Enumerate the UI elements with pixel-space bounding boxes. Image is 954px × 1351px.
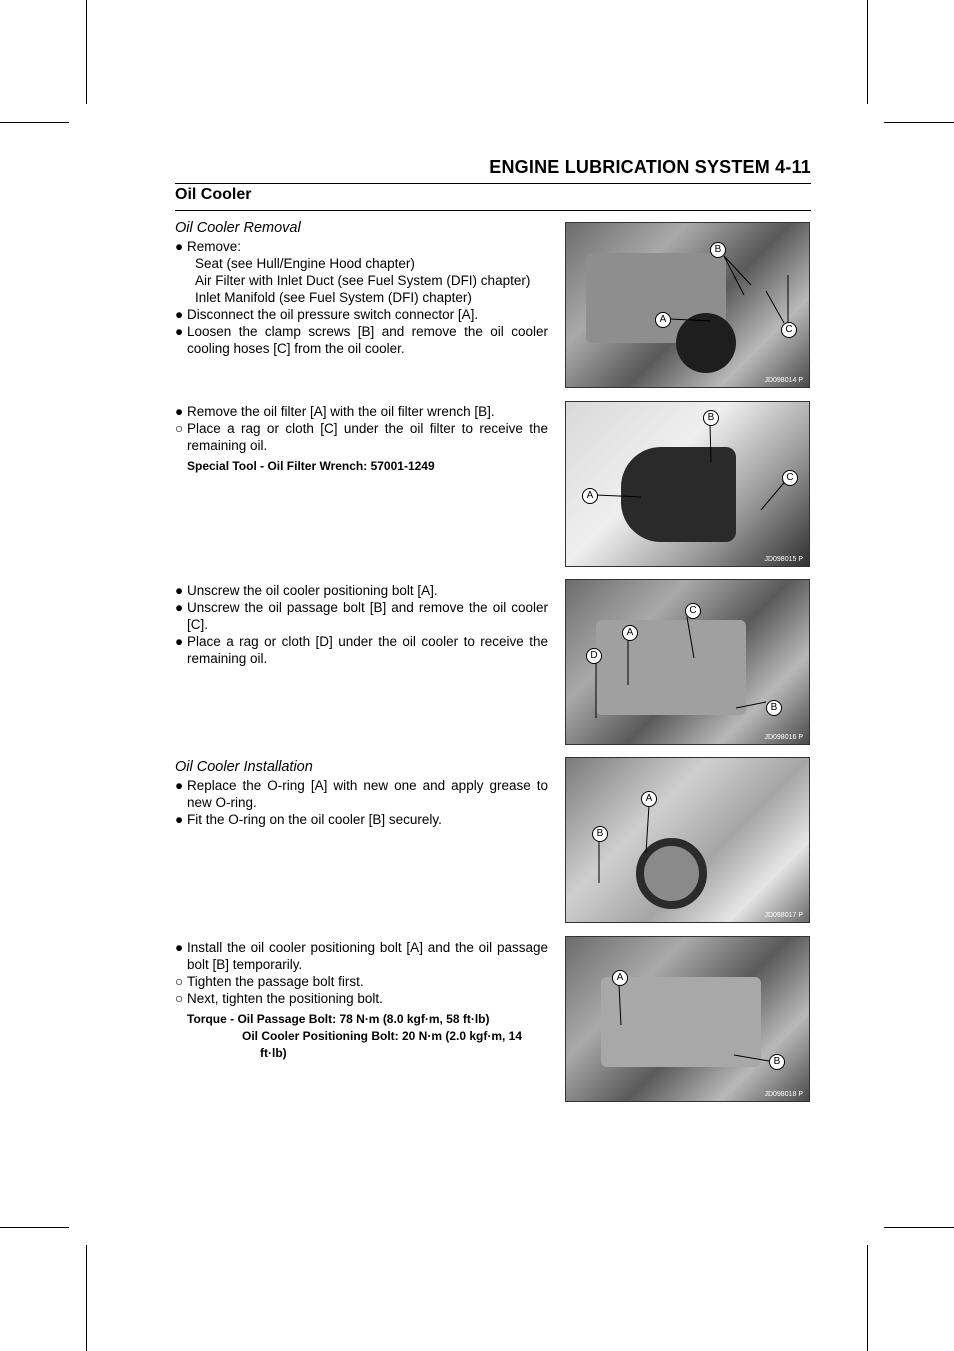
photo-code: JD098017 P	[764, 912, 803, 919]
leader-lines	[566, 402, 810, 567]
leader-lines	[566, 223, 810, 388]
photo-code: JD098015 P	[764, 556, 803, 563]
removal-block	[175, 220, 548, 357]
photo-oil-cooler-bolts	[565, 579, 810, 745]
unscrew-block	[175, 582, 548, 667]
callout-label: A	[582, 488, 598, 504]
callout-label: B	[710, 242, 726, 258]
photo-code: JD098016 P	[764, 734, 803, 741]
list-item: ● Remove:	[175, 239, 242, 254]
installation-block	[175, 759, 548, 828]
remove-item: Inlet Manifold (see Fuel System (DFI) chapter)	[195, 290, 472, 305]
photo-code: JD098014 P	[764, 377, 803, 384]
callout-label: B	[769, 1054, 785, 1070]
photo-install-bolts	[565, 936, 810, 1102]
callout-label: A	[655, 312, 671, 328]
page-header-title: ENGINE LUBRICATION SYSTEM 4-11	[489, 157, 811, 177]
installation-subtitle: Oil Cooler Installation	[175, 759, 313, 775]
callout-label: D	[586, 648, 602, 664]
torque-line: Oil Cooler Positioning Bolt: 20 N·m (2.0 kgf·m, 14	[242, 1029, 523, 1043]
crop-mark	[86, 0, 87, 104]
callout-label: A	[612, 970, 628, 986]
removal-subtitle: Oil Cooler Removal	[175, 220, 301, 236]
list-item: ● Install the oil cooler positioning bolt [A] and the oil passage bolt [B] temporarily.	[175, 940, 548, 972]
list-item: ● Replace the O-ring [A] with new one and apply grease to new O-ring.	[175, 778, 548, 810]
photo-o-ring	[565, 757, 810, 923]
section-title: Oil Cooler	[175, 186, 252, 203]
torque-spec	[175, 1011, 548, 1062]
photo-code: JD098018 P	[764, 1091, 803, 1098]
list-item: ● Place a rag or cloth [D] under the oil cooler to receive the remaining oil.	[175, 634, 548, 666]
list-item: ○ Place a rag or cloth [C] under the oil filter to receive the remaining oil.	[175, 421, 548, 453]
callout-label: B	[592, 826, 608, 842]
crop-mark	[867, 1245, 868, 1351]
filter-block	[175, 403, 548, 475]
list-item: ○ Tighten the passage bolt first.	[175, 974, 364, 989]
crop-mark	[86, 1245, 87, 1351]
header-rule	[175, 183, 811, 184]
list-item: ● Unscrew the oil cooler positioning bolt [A].	[175, 583, 438, 598]
remove-item: Air Filter with Inlet Duct (see Fuel System (DFI) chapter)	[195, 273, 531, 288]
crop-mark	[0, 1227, 69, 1228]
torque-line: Torque - Oil Passage Bolt: 78 N·m (8.0 kgf·m, 58 ft·lb)	[187, 1012, 490, 1026]
crop-mark	[884, 122, 954, 123]
callout-label: B	[766, 700, 782, 716]
callout-label: C	[781, 322, 797, 338]
crop-mark	[884, 1227, 954, 1228]
callout-label: A	[641, 791, 657, 807]
callout-label: C	[782, 470, 798, 486]
crop-mark	[867, 0, 868, 104]
section-rule	[175, 210, 811, 211]
photo-oil-cooler-removal	[565, 222, 810, 388]
list-item: ● Loosen the clamp screws [B] and remove the oil cooler cooling hoses [C] from the oil cooler.	[175, 324, 548, 356]
bolts-block	[175, 939, 548, 1062]
list-item: ● Fit the O-ring on the oil cooler [B] securely.	[175, 812, 442, 827]
list-item: ● Remove the oil filter [A] with the oil filter wrench [B].	[175, 404, 495, 419]
photo-oil-filter-removal	[565, 401, 810, 567]
remove-item: Seat (see Hull/Engine Hood chapter)	[195, 256, 415, 271]
list-item: ○ Next, tighten the positioning bolt.	[175, 991, 383, 1006]
callout-label: C	[685, 603, 701, 619]
crop-mark	[0, 122, 69, 123]
list-item: ● Disconnect the oil pressure switch connector [A].	[175, 307, 479, 322]
callout-label: B	[703, 410, 719, 426]
leader-lines	[566, 937, 810, 1102]
callout-label: A	[622, 625, 638, 641]
special-tool: Special Tool - Oil Filter Wrench: 57001-1249	[187, 459, 435, 473]
torque-line: ft·lb)	[260, 1046, 287, 1060]
list-item: ● Unscrew the oil passage bolt [B] and remove the oil cooler [C].	[175, 600, 548, 632]
